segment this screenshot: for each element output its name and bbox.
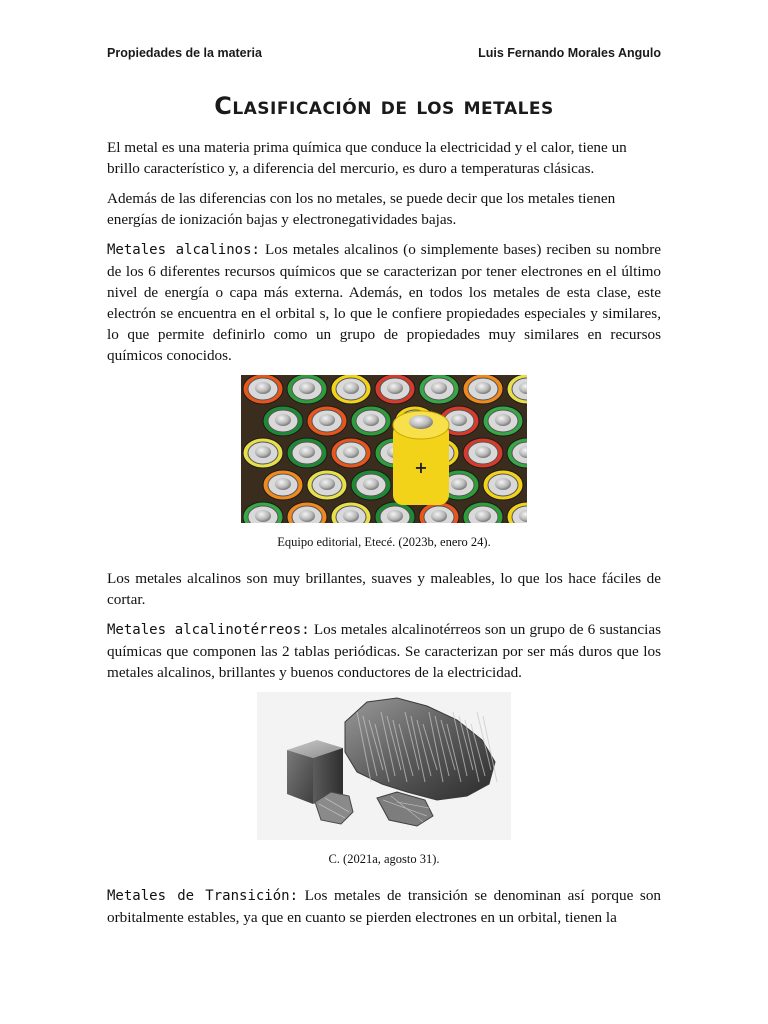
battery-cell-terminal: [255, 446, 271, 458]
battery-cell-terminal: [475, 510, 491, 522]
figure-caption-2: C. (2021a, agosto 31).: [328, 852, 440, 866]
battery-cell-terminal: [319, 478, 335, 490]
battery-cell-terminal: [299, 446, 315, 458]
transicion-term: Metales de Transición:: [107, 888, 299, 904]
alcalinoterreos-paragraph: [107, 619, 661, 683]
battery-cell-terminal: [363, 414, 379, 426]
battery-cell-terminal: [495, 478, 511, 490]
metal-samples-image: [257, 692, 511, 840]
page-title: Clasificación de los metales: [214, 92, 554, 120]
battery-cell-terminal: [475, 446, 491, 458]
alcalinoterreos-text: Los metales alcalinotérreos son un grupo de 6 sustancias químicas que componen las 2 tablas periódicas. Se caracterizan por ser más duros que los metales alcalinos, brillantes y buenos conductores de la electricidad.: [107, 621, 661, 681]
header-right: Luis Fernando Morales Angulo: [478, 46, 661, 60]
battery-cell-terminal: [431, 382, 447, 394]
transicion-paragraph: [107, 885, 661, 928]
battery-cell-terminal: [275, 414, 291, 426]
alcalinos-text: Los metales alcalinos (o simplemente bases) reciben su nombre de los 6 diferentes recursos químicos que se caracterizan por tener electrones en el último nivel de energía o capa más externa. Además, en todos los metales de esta clase, este electrón se encuentra en el orbital s, lo que le confiere propiedades especiales y similares, lo que permite definirlo como un grupo de propiedades muy similares en recursos químicos conocidos.: [107, 241, 661, 364]
alcalinos-properties-paragraph: Los metales alcalinos son muy brillantes, suaves y maleables, lo que los hace fáciles de cortar.: [107, 570, 661, 608]
battery-cell-terminal: [387, 382, 403, 394]
ionization-paragraph: Además de las diferencias con los no metales, se puede decir que los metales tienen energías de ionización bajas y electronegatividades bajas.: [107, 190, 616, 228]
battery-cell-terminal: [343, 382, 359, 394]
battery-cell-terminal: [319, 414, 335, 426]
battery-cell-terminal: [363, 478, 379, 490]
document-body: [107, 137, 661, 937]
yellow-battery-highlight: [393, 411, 449, 505]
page-header: [107, 46, 661, 60]
battery-cell-terminal: [475, 382, 491, 394]
battery-cell-terminal: [451, 478, 467, 490]
plus-sign: +: [414, 458, 428, 477]
battery-cell-terminal: [495, 414, 511, 426]
battery-cell-terminal: [343, 510, 359, 522]
header-left: Propiedades de la materia: [107, 46, 262, 60]
battery-cell-terminal: [451, 414, 467, 426]
metal-samples-figure: [107, 692, 661, 840]
intro-paragraph: El metal es una materia prima química que conduce la electricidad y el calor, tiene un brillo característico y, a diferencia del mercurio, es duro a temperaturas clásicas.: [107, 139, 627, 177]
batteries-image: [241, 375, 527, 523]
battery-cell-terminal: [255, 510, 271, 522]
transicion-text: Los metales de transición se denominan así porque son orbitalmente estables, ya que en cuanto se pierden electrones en un orbital, tienen la: [107, 887, 662, 926]
battery-cell-terminal: [387, 510, 403, 522]
figure-caption-1: Equipo editorial, Etecé. (2023b, enero 24).: [277, 535, 491, 549]
battery-cell-terminal: [299, 382, 315, 394]
batteries-figure: [107, 375, 661, 523]
battery-cell-terminal: [275, 478, 291, 490]
battery-cell-terminal: [431, 510, 447, 522]
battery-cell-terminal: [343, 446, 359, 458]
alcalinos-paragraph: [107, 239, 661, 366]
battery-cell-terminal: [255, 382, 271, 394]
battery-cell-terminal: [299, 510, 315, 522]
alcalinoterreos-term: Metales alcalinotérreos:: [107, 622, 310, 638]
alcalinos-term: Metales alcalinos:: [107, 242, 260, 258]
